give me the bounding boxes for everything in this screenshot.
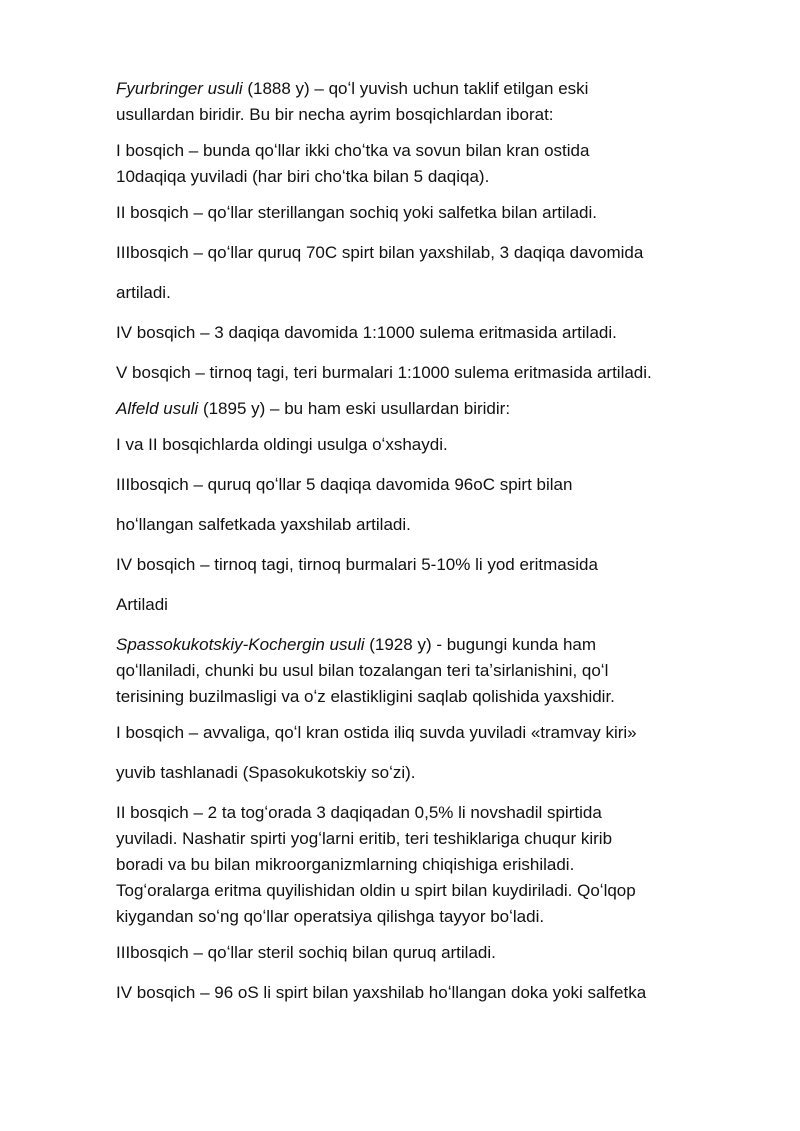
paragraph-line: II bosqich – qoʻllar sterillangan sochiq yoki salfetka bilan artiladi. xyxy=(116,203,597,222)
paragraph-line: IIIbosqich – qoʻllar quruq 70C spirt bilan yaxshilab, 3 daqiqa davomida xyxy=(116,243,644,262)
text-fragment: (1895 y) – bu ham eski usullardan biridir: xyxy=(198,399,511,418)
paragraph-line: Artiladi xyxy=(116,595,168,614)
paragraph-line: IIIbosqich – quruq qoʻllar 5 daqiqa davomida 96oC spirt bilan xyxy=(116,475,573,494)
paragraph-alfeld-step-3 xyxy=(116,472,756,498)
paragraph-line: II bosqich – 2 ta togʻorada 3 daqiqadan 0,5% li novshadil spirtida xyxy=(116,803,602,822)
paragraph-spasso-step-1 xyxy=(116,720,756,746)
paragraph-line: yuvib tashlanadi (Spasokukotskiy soʻzi). xyxy=(116,763,416,782)
paragraph-line: I va II bosqichlarda oldingi usulga oʻxshaydi. xyxy=(116,435,448,454)
paragraph-line: hoʻllangan salfetkada yaxshilab artiladi. xyxy=(116,515,411,534)
paragraph-alfeld-step-3-cont xyxy=(116,512,756,538)
paragraph-line: 10daqiqa yuviladi (har biri choʻtka bilan 5 daqiqa). xyxy=(116,167,490,186)
paragraph-line: qoʻllaniladi, chunki bu usul bilan tozalangan teri taʼsirlanishini, qoʻl xyxy=(116,661,609,680)
paragraph-line: boradi va bu bilan mikroorganizmlarning chiqishiga erishiladi. xyxy=(116,855,575,874)
paragraph-spasso-step-1-cont xyxy=(116,760,756,786)
paragraph-line: IV bosqich – 3 daqiqa davomida 1:1000 sulema eritmasida artiladi. xyxy=(116,323,617,342)
paragraph-spasso-step-2 xyxy=(116,800,756,930)
paragraph-line: IV bosqich – 96 oS li spirt bilan yaxshilab hoʻllangan doka yoki salfetka xyxy=(116,983,647,1002)
paragraph-spasso-method xyxy=(116,632,756,710)
paragraph-alfeld-method xyxy=(116,396,756,422)
paragraph-alfeld-step-4-cont xyxy=(116,592,756,618)
method-name-alfeld: Alfeld usuli xyxy=(116,399,199,418)
paragraph-line: Togʻoralarga eritma quyilishidan oldin u spirt bilan kuydiriladi. Qoʻlqop xyxy=(116,881,636,900)
method-name-spasso: Spassokukotskiy-Kochergin usuli xyxy=(116,635,365,654)
paragraph-line: yuviladi. Nashatir spirti yogʻlarni eritib, teri teshiklariga chuqur kirib xyxy=(116,829,613,848)
paragraph-line: artiladi. xyxy=(116,283,171,302)
method-name-fyurbringer: Fyurbringer usuli xyxy=(116,79,243,98)
paragraph-line xyxy=(116,396,756,422)
paragraph-line: IV bosqich – tirnoq tagi, tirnoq burmalari 5-10% li yod eritmasida xyxy=(116,555,598,574)
paragraph-alfeld-step-1 xyxy=(116,432,756,458)
paragraph-line: V bosqich – tirnoq tagi, teri burmalari 1:1000 sulema eritmasida artiladi. xyxy=(116,363,652,382)
paragraph-line: kiygandan soʻng qoʻllar operatsiya qilishga tayyor boʻladi. xyxy=(116,907,545,926)
paragraph-fyurbringer-step-3-cont xyxy=(116,280,756,306)
paragraph-line: I bosqich – avvaliga, qoʻl kran ostida iliq suvda yuviladi «tramvay kiri» xyxy=(116,723,637,742)
paragraph-fyurbringer-step-4 xyxy=(116,320,756,346)
paragraph-line xyxy=(116,76,756,102)
text-fragment: (1928 y) - bugungi kunda ham xyxy=(364,635,597,654)
paragraph-line: usullardan biridir. Bu bir necha ayrim bosqichlardan iborat: xyxy=(116,105,554,124)
document-body xyxy=(116,76,756,1016)
paragraph-line xyxy=(116,632,756,658)
paragraph-spasso-step-4 xyxy=(116,980,756,1006)
paragraph-line: I bosqich – bunda qoʻllar ikki choʻtka va sovun bilan kran ostida xyxy=(116,141,590,160)
paragraph-fyurbringer-step-1 xyxy=(116,138,756,190)
paragraph-fyurbringer-step-5 xyxy=(116,360,756,386)
paragraph-fyurbringer-step-3 xyxy=(116,240,756,266)
text-fragment: (1888 y) – qoʻl yuvish uchun taklif etilgan eski xyxy=(242,79,589,98)
paragraph-fyurbringer-step-2 xyxy=(116,200,756,226)
paragraph-line: IIIbosqich – qoʻllar steril sochiq bilan quruq artiladi. xyxy=(116,943,496,962)
paragraph-line: terisining buzilmasligi va oʻz elastikligini saqlab qolishida yaxshidir. xyxy=(116,687,615,706)
paragraph-spasso-step-3 xyxy=(116,940,756,966)
paragraph-alfeld-step-4 xyxy=(116,552,756,578)
paragraph-fyurbringer-method xyxy=(116,76,756,128)
